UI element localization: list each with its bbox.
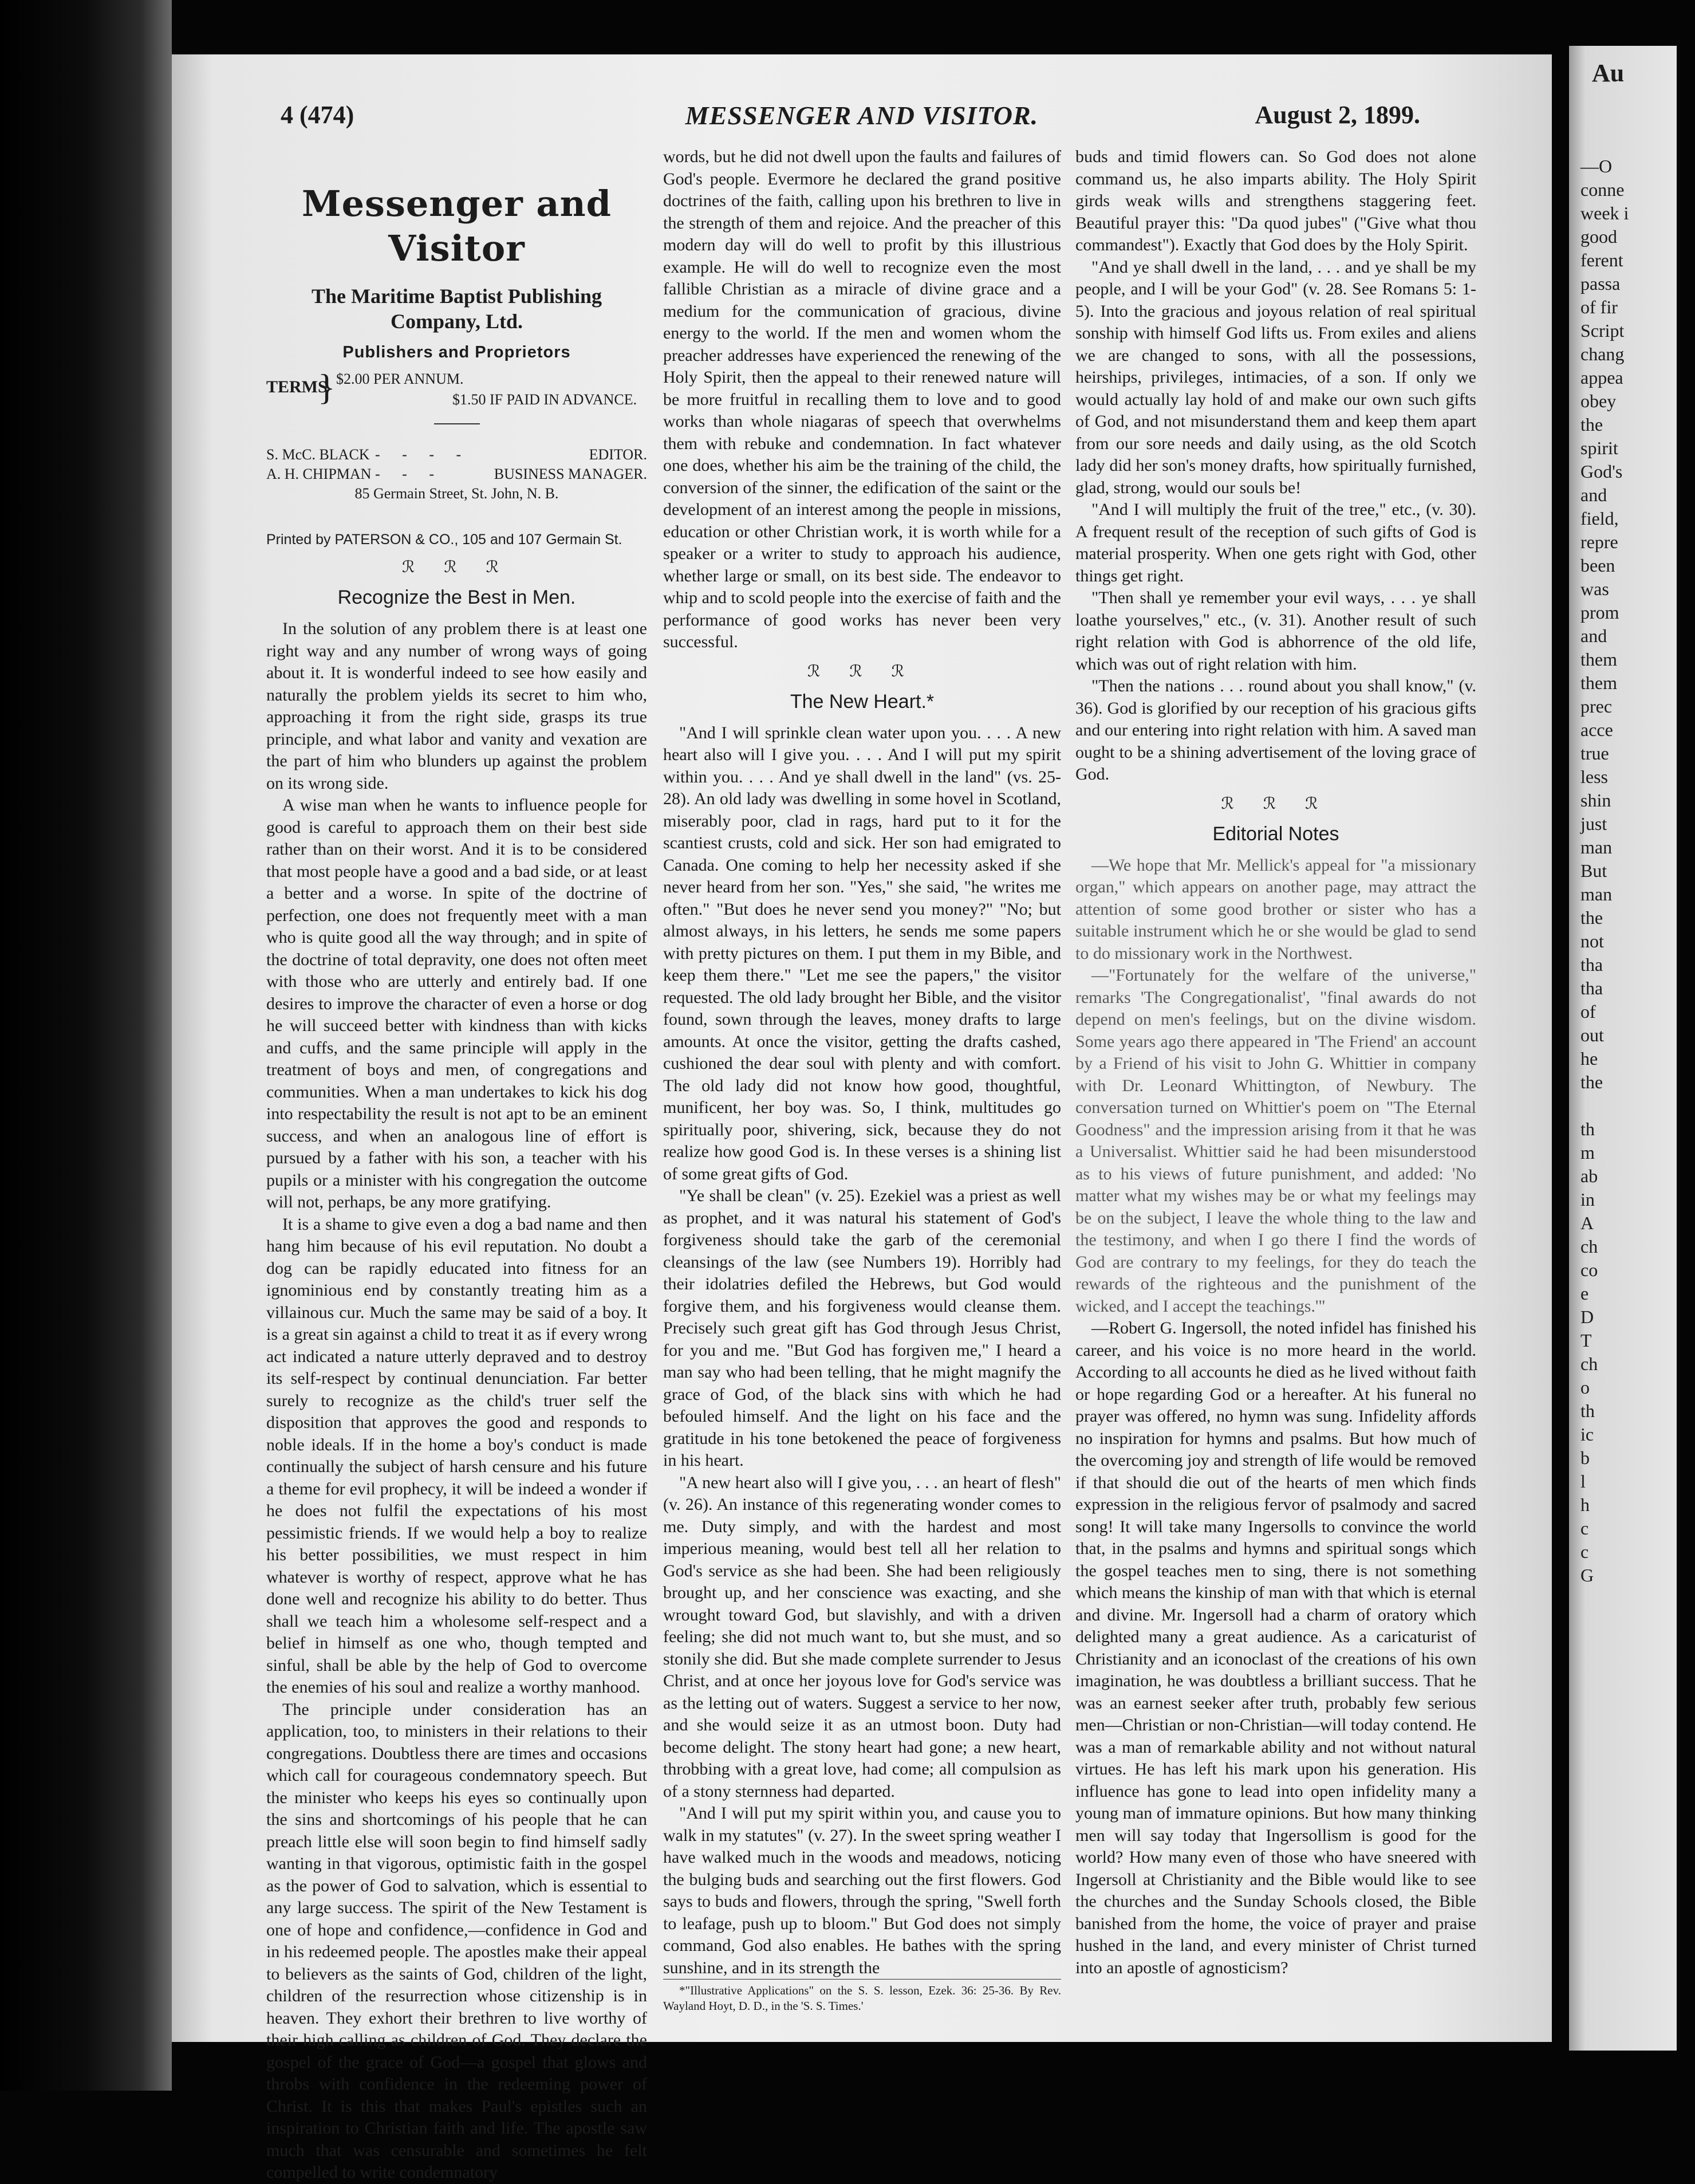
adjacent-page-line: b [1580, 1447, 1590, 1468]
adjacent-page-line: repre [1580, 532, 1618, 552]
masthead-title: Messenger and Visitor [301, 183, 612, 269]
adjacent-page-line: conne [1580, 179, 1625, 200]
adjacent-page-line [1580, 1094, 1695, 1117]
adjacent-page-line: ch [1580, 1353, 1598, 1374]
ornament: ℛ ℛ ℛ [1221, 794, 1331, 813]
paragraph: The principle under consideration has an application, too, to ministers in their relations to their congregations. Doubtless there are times and occasions which call for courageous condemnatory speech. But the minister who keeps his eyes so continually upon the sins and shortcomings of his people that he can preach little else will soon begin to find himself sadly wanting in that vigorous, optimistic faith in the gospel as the power of God to salvation, which is essential to any large success. The spirit of the New Testament is one of hope and confidence,—confidence in God and in his redeemed people. The apostles make their appeal to believers as the saints of God, children of the light, children of the resurrection whose citizenship is in heaven. They exhort their brethren to live worthy of their high calling as children of God. They declare the gospel of the grace of God—a gospel that glows and throbs with confidence in the redeeming power of Christ. It is this that makes Paul's epistles such an inspiration to Christian faith and life. The apostle saw much that was censurable and sometimes he felt compelled to write condemnatory [266, 1699, 647, 2182]
manager-name: A. H. CHIPMAN [266, 466, 372, 482]
adjacent-page-line: them [1580, 649, 1617, 670]
adjacent-page-line: prec [1580, 696, 1613, 717]
adjacent-page-line: e [1580, 1283, 1589, 1304]
adjacent-page-line: co [1580, 1260, 1598, 1280]
editor-role: EDITOR. [589, 446, 647, 463]
ornament: ℛ ℛ ℛ [401, 558, 512, 576]
issue-date: August 2, 1899. [1255, 101, 1420, 129]
adjacent-page-line: week i [1580, 203, 1629, 223]
adjacent-page-line: less [1580, 766, 1608, 787]
adjacent-page-line: A [1580, 1213, 1594, 1233]
paragraph: "Ye shall be clean" (v. 25). Ezekiel was a priest as well as prophet, and it was natural his statement of God's forgiveness should take the garb of the ceremonial cleansings of the law (see Numbers 19). Horribly had their idolatries defiled the Hebrews, but God would forgive them, and his forgiveness would cleanse them. Precisely such great gift has God through Jesus Christ, for you and me. "But God has forgiven me," I heard a man say who had been telling, that he might magnify the grace of God, of the black sins with which he had befouled himself. And the light on his face and the gratitude in his tone betokened the peace of forgiveness in his heart. [663, 1186, 1061, 1470]
newspaper-page [172, 54, 1552, 2182]
article-title-recognize: Recognize the Best in Men. [337, 587, 576, 608]
column-1 [266, 146, 647, 2184]
adjacent-page-line: the [1580, 907, 1603, 928]
adjacent-page-line: T [1580, 1330, 1592, 1351]
adjacent-page-line: God's [1580, 461, 1623, 482]
adjacent-page-line: man [1580, 884, 1613, 904]
newspaper-name: MESSENGER AND VISITOR. [685, 101, 1039, 130]
page-header [172, 100, 1552, 140]
paragraph: "Then shall ye remember your evil ways, . . . ye shall loathe yourselves," etc., (v. 31). Another result of such right relation with God is abhorrence of the old life, which was out of right relation with him. [1075, 588, 1476, 674]
adjacent-page-line: appea [1580, 367, 1623, 388]
adjacent-page-line: was [1580, 579, 1609, 599]
column-3 [1075, 146, 1476, 1979]
adjacent-page-line: obey [1580, 391, 1617, 411]
article-title-editorial: Editorial Notes [1212, 823, 1339, 845]
paragraph: words, but he did not dwell upon the faults and failures of God's people. Evermore he declared the grand positive doctrines of the faith, calling upon his brethren to live in the strength of them and rejoice. And the preacher of this modern day will do well to profit by this illustrious example. He will do well to recognize even the most fallible Christian as a miracle of divine grace and a medium for the communication of gracious, divine energy to the world. If the men and women whom the preacher addresses have experienced the renewing of the Holy Spirit, then the appeal to their renewed nature will be more fruitful in recalling them to love and to good works than whole niagaras of speech that overwhelms them with rebuke and condemnation. In fact whatever one does, whether his aim be the training of the child, the conversion of the sinner, the edification of the saint or the development of an interest among the people in missions, education or other Christian work, it is worth while for a speaker or a writer to study to approach his audience, whether large or small, on its best side. The endeavor to whip and to scold people into the exercise of faith and the performance of good works has never been very successful. [663, 147, 1061, 651]
adjacent-page-line: out [1580, 1025, 1604, 1045]
adjacent-page-line: of fir [1580, 297, 1618, 317]
leader-dots: - - - [375, 466, 443, 482]
adjacent-page-line: ic [1580, 1424, 1594, 1445]
footnote: *"Illustrative Applications" on the S. S. lesson, Ezek. 36: 25-36. By Rev. Wayland Hoyt, D. D., in the 'S. S. Times.' [663, 1979, 1061, 2014]
page-number: 4 (474) [281, 101, 354, 129]
publisher-name: The Maritime Baptist Publishing Company, Ltd. [311, 285, 602, 333]
adjacent-page-line: chang [1580, 344, 1625, 364]
adjacent-page-line: them [1580, 672, 1617, 693]
adjacent-page-line: field, [1580, 508, 1619, 529]
adjacent-page-line: th [1580, 1119, 1595, 1139]
adjacent-page-line: tha [1580, 954, 1603, 975]
adjacent-page-line: spirit [1580, 438, 1618, 458]
adjacent-page-line: in [1580, 1189, 1595, 1210]
paragraph: "And I will put my spirit within you, and cause you to walk in my statutes" (v. 27). In the sweet spring weather I have walked much in the woods and meadows, noticing the bulging buds and searching out the first flowers. God says to buds and flowers, through the spring, "Swell forth to leafage, push up to bloom." But God does not simply command, God also enables. He bathes with the spring sunshine, and in its strength the [663, 1804, 1061, 1977]
adjacent-page-text [1580, 155, 1695, 1587]
manager-line [266, 465, 647, 484]
adjacent-page-line: c [1580, 1518, 1589, 1538]
paragraph: "Then the nations . . . round about you shall know," (v. 36). God is glorified by our reception of his gracious gifts and our entering into right relation with him. A saved man ought to be a shining advertisement of the loving grace of God. [1075, 676, 1476, 784]
paragraph: A wise man when he wants to influence people for good is careful to approach them on their best side rather than on their worst. And it is to be considered that most people have a good and a bad side, or at least a better and a worse. In spite of the doctrine of perfection, one does not frequently meet with a man who is quite good all the way through; and in spite of the doctrine of total depravity, one does not often meet with those who are utterly and entirely bad. If one desires to improve the character of even a horse or dog he will succeed better with kindness than with kicks and cuffs, and the same principle will apply in the treatment of boys and men, of congregations and communities. When a man undertakes to kick his dog into respectability the result is not apt to be an eminent success, and when an analogous line of effort is pursued by a father with his son, a teacher with his pupils or a minister with his congregation the outcome will not, perhaps, be any more gratifying. [266, 796, 647, 1211]
paragraph: buds and timid flowers can. So God does not alone command us, he also imparts ability. The Holy Spirit girds weak wills and strengthens staggering feet. Beautiful prayer this: "Da quod jubes" ("Give what thou commandest"). Exactly that God does by the Holy Spirit. [1075, 147, 1476, 254]
editor-line [266, 445, 647, 465]
adjacent-page-line: man [1580, 837, 1613, 857]
adjacent-page-line: the [1580, 414, 1603, 435]
printer-line: Printed by PATERSON & CO., 105 and 107 Germain St. [266, 532, 622, 548]
adjacent-page-line: Script [1580, 320, 1625, 341]
terms-label: TERMS [266, 377, 328, 396]
adjacent-page-line: ferent [1580, 250, 1623, 270]
book-binding [0, 0, 172, 2091]
manager-role: BUSINESS MANAGER. [494, 466, 647, 482]
adjacent-page-line: passa [1580, 273, 1621, 294]
article-title-new-heart: The New Heart.* [790, 690, 935, 713]
paragraph: "A new heart also will I give you, . . . an heart of flesh" (v. 26). An instance of this regenerating wonder comes to me. Duty simply, and with the hardest and most imperious meaning, would best tell all her relation to God's service as she had been. She had been religiously brought up, and her conscience was exacting, and she wrought toward God, but slavishly, and with a driven feeling; she did not much want to, but she must, and so stonily she did. But she made complete surrender to Jesus Christ, and at once her joyous love for God's service was as the letting out of waters. Suggest a service to her now, and she would seize it as an utmost boon. Duty had become delight. The stony heart had gone; a new heart, throbbing with a great love, had come; all compulsion as of a stony sternness had departed. [663, 1473, 1061, 1801]
adjacent-page-line: not [1580, 931, 1604, 951]
paragraph: It is a shame to give even a dog a bad name and then hang him because of his evil reputation. No doubt a dog can be rapidly educated into fitness for an ignominious end by constantly treating him as a villainous cur. Much the same may be said of a boy. It is a great sin against a child to treat it as if every wrong act indicated a nature utterly depraved and to destroy its self-respect by continual denunciation. Far better surely to recognize as the child's truer self the disposition that approves the good and responds to noble ideals. If in the home a boy's conduct is made continually the subject of harsh censure and his future a theme for evil prophecy, it will be indeed a wonder if he does not fulfil the expectations of his most pessimistic friends. If we would help a boy to realize his better possibilities, we must respect in him whatever is worthy of respect, approve what he has done well and recognize his ability to do better. Thus shall we teach him a wholesome self-respect and a belief in himself as one who, though tempted and sinful, shall be able by the help of God to overcome the enemies of his soul and realize a worthy manhood. [266, 1214, 647, 1697]
adjacent-page-line: good [1580, 226, 1617, 247]
adjacent-page-line: ch [1580, 1236, 1598, 1257]
adjacent-page-line: true [1580, 743, 1609, 764]
adjacent-page-line: prom [1580, 602, 1619, 623]
adjacent-page-line: acce [1580, 719, 1613, 740]
terms-advance: $1.50 IF PAID IN ADVANCE. [452, 391, 637, 408]
adjacent-page-line: just [1580, 813, 1607, 834]
adjacent-page-line: But [1580, 860, 1607, 881]
adjacent-page-line: the [1580, 1072, 1603, 1092]
leader-dots: - - - - [375, 446, 471, 463]
adjacent-page-line: been [1580, 555, 1615, 576]
editor-name: S. McC. BLACK [266, 446, 370, 463]
adjacent-page-line: tha [1580, 978, 1603, 998]
paragraph: —Robert G. Ingersoll, the noted infidel has finished his career, and his voice is no more heard in the world. According to all accounts he died as he lived without faith or hope regarding God or a hereafter. At his funeral no prayer was offered, no hymn was sung. Infidelity affords no inspiration for hymns and psalms. But how much of the overcoming joy and strength of life would be removed if that should die out of the hearts of men which finds expression in the religious fervor of psalmody and sacred song! It will take many Ingersolls to convince the world that, in the psalms and hymns and spiritual songs which the gospel teaches men to sing, there is not something which means the kinship of man with that which is eternal and divine. Mr. Ingersoll had a charm of oratory which delighted many a great audience. As a caricaturist of Christianity and an iconoclast of the creations of his own imagination, he was doubtless a brilliant success. That he was an earnest seeker after truth, probably few serious men—Christian or non-Christian—will today contend. He was a man of remarkable ability and not without natural virtues. He has left his mark upon his generation. His influence has gone to lead into open infidelity many a young man of immature opinions. But how many thinking men will say today that Ingersollism is good for the world? How many even of those who have sneered with Ingersoll at Christianity and the Bible would like to see the churches and the Sunday Schools closed, the Bible banished from the home, the voice of prayer and praise hushed in the land, and every minister of Christ turned into an apostle of agnosticism? [1075, 1319, 1476, 1977]
adjacent-page-line: th [1580, 1400, 1595, 1421]
paragraph: —"Fortunately for the welfare of the universe," remarks 'The Congregationalist', "final awards do not depend on men's feelings, but on the divine wisdom. Some years ago there appeared in 'The Friend' an account by a Friend of his visit to John G. Whittier in company with Dr. Leonard Whittington, of Newbury. The conversation turned on Whittier's poem on "The Eternal Goodness" and the impression arising from it that he was a Universalist. Whittier said he had been misunderstood as to his views of future punishment, and added: 'No matter what my wishes may be or what my feelings may be on the subject, I leave the whole thing to the law and the testimony, and when I go there I find the words of God are contrary to my feelings, for they do teach the rewards of the righteous and the punishment of the wicked, and I accept the teachings.'" [1075, 966, 1476, 1316]
adjacent-page-line: shin [1580, 790, 1611, 810]
column-2 [663, 146, 1061, 2014]
ornament: ℛ ℛ ℛ [807, 662, 917, 680]
adjacent-page-line: l [1580, 1471, 1586, 1492]
adjacent-page-line: o [1580, 1377, 1590, 1398]
adjacent-page-line: he [1580, 1048, 1598, 1069]
adjacent-page-line: D [1580, 1307, 1594, 1327]
adjacent-page-line: and [1580, 485, 1607, 505]
divider [434, 423, 480, 424]
adjacent-page-line: m [1580, 1142, 1595, 1163]
proprietors-line: Publishers and Proprietors [342, 343, 571, 361]
paragraph: "And I will multiply the fruit of the tree," etc., (v. 30). A frequent result of the reception of such gifts of God is material prosperity. When one gets right with God, other things get right. [1075, 500, 1476, 585]
adjacent-page-line: G [1580, 1565, 1594, 1585]
adjacent-page-line: of [1580, 1001, 1596, 1022]
paragraph: —We hope that Mr. Mellick's appeal for "a missionary organ," which appears on another page, may attract the attention of some good brother or sister who has a suitable instrument which he or she would be glad to send to do missionary work in the Northwest. [1075, 855, 1476, 963]
adjacent-page-header: Au [1592, 59, 1625, 87]
adjacent-page-line: —O [1580, 156, 1613, 176]
adjacent-page-line: c [1580, 1541, 1589, 1562]
subscription-terms [266, 365, 647, 414]
adjacent-page-line: h [1580, 1494, 1590, 1515]
adjacent-page-line: ab [1580, 1166, 1598, 1186]
terms-annual: $2.00 PER ANNUM. [336, 371, 464, 387]
paragraph: "And I will sprinkle clean water upon you. . . . A new heart also will I give you. . . . And I will put my spirit within you. . . . And ye shall dwell in the land" (vs. 25-28). An old lady was dwelling in some hovel in Scotland, miserably poor, clad in rags, hard put to it for the scantiest crusts, cold and sick. Her son had emigrated to Canada. One coming to help her necessity asked if she never heard from her son. "Yes," she said, "he writes me often." "But does he never send you money?" "No; but almost always, in his letters, he sends me some papers with pretty pictures on them. I put them in my Bible, and keep them there." "Let me see the papers," the visitor requested. The old lady brought her Bible, and the visitor found, sown through the leaves, money drafts to large amounts. At once the visitor, getting the drafts cashed, cushioned the dear soul with plenty and with comfort. The old lady did not know how good, thoughtful, munificent, her boy was. So, I think, multitudes go spiritually poor, shivering, sick, because they do not realize how good God is. In these verses is a shining list of some great gifts of God. [663, 723, 1061, 1183]
paragraph: "And ye shall dwell in the land, . . . and ye shall be my people, and I will be your God" (v. 28. See Romans 5: 1-5). Into the gracious and joyous relation of real spiritual sonship with himself God lifts us. From exiles and aliens we are changed to sons, with all the possessions, heirships, privileges, intimacies, of a son. If only we would actually lay hold of and make our own such gifts of God, and not misunderstand them and keep them apart from our sore needs and daily using, as the old Scotch lady did her son's money drafts, how spiritually furnished, glad, strong, would our souls be! [1075, 257, 1476, 497]
adjacent-page-line: and [1580, 625, 1607, 646]
adjacent-page-edge [1569, 46, 1677, 2051]
office-address: 85 Germain Street, St. John, N. B. [354, 485, 559, 502]
paragraph: In the solution of any problem there is at least one right way and any number of wrong ways of going about it. It is wonderful indeed to see how easily and naturally the problem yields its secret to him who, approaching it from the right side, grasps its true principle, and what labor and vanity and vexation are the part of him who blunders up against the problem on its wrong side. [266, 619, 647, 793]
brace-glyph: } [318, 367, 336, 407]
